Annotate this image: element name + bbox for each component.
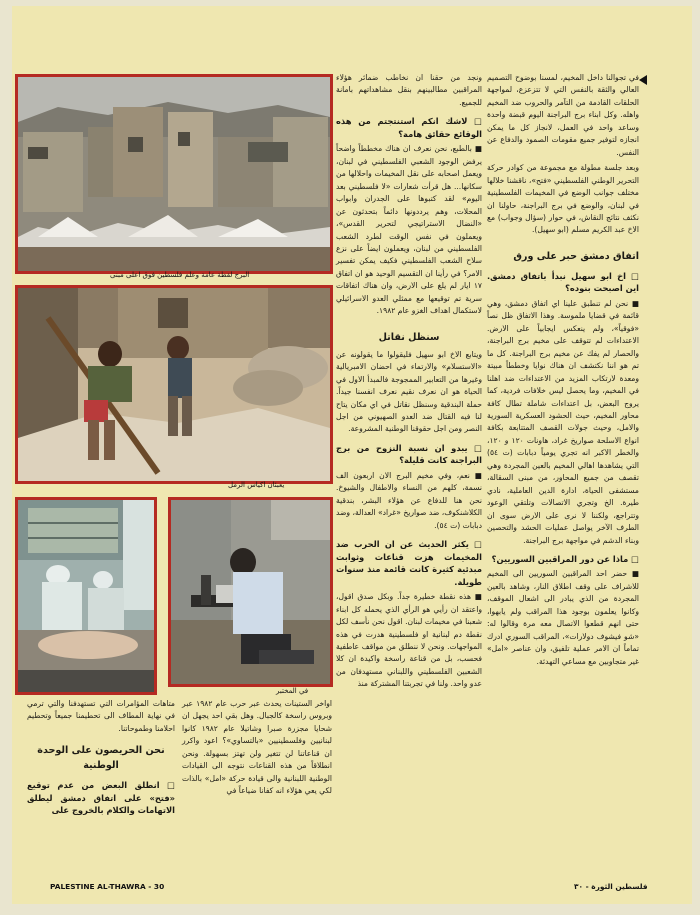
article-paragraph: ويتابع الاخ ابو سهيل فليقولوا ما يقولونه عن «الاستسلام» والارتماء في احضان الامبريالية وغيرها من التعابير الممجوجة فالمبدأ الاول في الحياة هو ان نعرف نقيم نعرف انفسنا جيداً. حملة البندقية وسنظل نقاتل في اي مكان يتاح لنا فيه القتال ضد العدو الصهيوني من اجل النصر ومن اجل حقوقنا الوطنية المشروعة.: [336, 349, 482, 434]
camp-panorama-photo: [15, 74, 333, 274]
article-column-3: [182, 698, 332, 876]
interview-question: □ يبدو ان نسبة النزوح من برج البراجنة كانت قليلة؟: [336, 442, 482, 466]
laboratory-photo: [168, 497, 333, 687]
article-column-2: [336, 72, 482, 877]
article-paragraph: ■ حضر احد المراقبين السوريين الى المخيم للاشراف على وقف اطلاق النار، وشاهد بالعين المجردة من الذي يبادر الى اشعال الموقف، وكانوا يعلمون بوجود هذا المراقب ولم يابهوا، حتى انهم قطعوا الاتصال معه مرة وقالوا له: «شو فيشوف دولارات»، المراقب السوري ادرك تماماً ان الامر عملية تلفيق، وان عناصر «امل» غير متجاوبين مع مساعي التهدئة.: [487, 569, 639, 666]
interview-question: □ انطلق البعض من عدم توقيع «فتح» على اتفاق دمشق ليطلق الاتهامات والكلام بالخروج على: [27, 780, 175, 816]
interview-question: □ لاشك انكم استنتجتم من هذه الوقائع حقائق هامة؟: [336, 116, 482, 139]
laboratory-image: [171, 500, 330, 684]
photo-caption: يعبئان اكياس الرمل: [228, 481, 285, 489]
article-column-1: [487, 72, 639, 872]
article-paragraph: ونجد من حقنا ان نخاطب ضمائر هؤلاء المراقبين مطالبينهم بنقل مشاهداتهم بامانة للجميع.: [336, 73, 482, 107]
article-paragraph: ■ نعم، وفي مخيم البرج الان اربعون الف نسمة، كلهم من النساء والاطفال والشيوخ. نحن هنا للدفاع عن هؤلاء البشر، بندقية الكلاشنكوف، ضد صواريخ «غراد» العدالة، وضد دبابات (ت ٥٤).: [336, 470, 482, 530]
article-paragraph: وبعد جلسة مطولة مع مجموعة من كوادر حركة التحرير الوطني الفلسطيني «فتح»، ناقشنا خلالها مختلف جوانب الوضع في المخيمات الفلسطينية في لبنان، والوضع في برج البراجنة، حاولنا ان نكثف نتائج النقاش، في حوار (سؤال وجواب) مع الاخ عبد الكريم مسلم (ابو سهيل).: [487, 163, 639, 235]
clinic-image: [18, 500, 154, 692]
article-column-4: [27, 698, 175, 876]
footer-page-label-english: PALESTINE AL-THAWRA - 30: [50, 882, 165, 891]
footer-page-label-arabic: فلسطين الثورة - ٣٠: [574, 882, 648, 891]
sandbags-photo: [15, 285, 333, 484]
article-paragraph: ■ هذه نقطة خطيرة جداً. وبكل صدق اقول، واعتقد ان رأيي هو الرأي الذي يحمله كل ابناء شعبنا في مخيمات لبنان. اقول نحن نأسف لكل نقطة دم لبنانية او فلسطينية هدرت في هذه المواجهات. ونحن لا ننطلق من مواقف عاطفية فحسب، بل من قناعة راسخة واكيدة ان كلا الشعبين الفلسطيني واللبناني مستهدفان من عدو واحد. ولنا في تجربتنا المشتركة منذ: [336, 592, 482, 689]
article-paragraph: في تجوالنا داخل المخيم، لمسنا بوضوح التصميم العالي والثقة بالنفس التي لا تتزعزع، لمواجهة الحلقات القادمة من التآمر والحروب ضد المخيم واهله. وكل ابناء برج البراجنة اليوم قبضة واحدة وساعد واحد في العمل، لانجاز كل ما يمكن انجازه لتوفير جميع مقومات الصمود والدفاع عن النفس.: [487, 73, 639, 157]
sandbags-image: [18, 288, 330, 481]
interview-question: □ ماذا عن دور المراقبين السوريين؟: [491, 553, 639, 564]
article-paragraph: متاهات المؤامرات التي تستهدفنا والتي ترمي في نهاية المطاف الى تحطيمنا جميعاً وتحطيم احلامنا وطموحاتنا.: [27, 699, 175, 733]
interview-question: □ يكثر الحديث عن ان الحرب ضد المخيمات هزت قناعات وثوابت مبدئية كثيرة كانت قائمة منذ سنوات طويلة.: [336, 539, 482, 587]
article-paragraph: اواخر الستينات يحدث عبر حرب عام ١٩٨٢ عبر وبروس راسخة كالجبال. وهل بقي احد يجهل ان شحايا مجزرة صبرا وشاتيلا عام ١٩٨٢ كانوا لبنانيين وفلسطينيين «بالتساوي»؟ اعود واكرر ان قناعاتنا لن تتغير ولن تهتز بسهولة. ونحن انطلاقاً من هذه القناعات نتوجه الى القيادات الوطنية اللبنانية والى قيادة حركة «امل» بالذات لكي يعي هؤلاء انه كفانا ضياعاً في: [182, 699, 332, 796]
camp-panorama-image: [18, 77, 330, 271]
article-paragraph: ■ بالطبع، نحن نعرف ان هناك مخططاً واضحاً يرفض الوجود الشعبي الفلسطيني في لبنان، ويعمل اصحابه على نقل المخيمات واحلالها من سكانها... هل قرأت شعارات «لا فلسطيني بعد اليوم» لقد كتبوها على الجدران وابواب المحلات، وهم يرددونها دائماً بتحدثون عن «النضال الاستراتيجي لتحرير القدس»، ويعملون في نفس الوقت لطرد الشعب الفلسطيني من لبنان، ويعملون ايضاً على نزع سلاح الشعب الفلسطيني فكيف يمكن تفسير الامر؟ في رأينا ان التقسيم الوحيد هو ان اتفاق ١٧ ايار لم يلغ على الارض، وان هناك اتفاقات سرية تم توقيعها مع ممثلي العدو الاسرائيلي لاستكمال اهداف الغزو عام ١٩٨٢.: [336, 144, 482, 316]
clinic-photo: [15, 497, 157, 695]
article-paragraph: ■ نحن لم تنطبق علينا اي اتفاق دمشق، وهي قائمة في قضايا ملموسة. وهذا الاتفاق ظل نصاً «فوقياً»، ولم ينعكس ايجابياً على الارض. الاعتداءات لم تتوقف على مخيم برج البراجنة، والحصار لم يفك عن مخيم برج البراجنة. كل ما تم هو اننا نكتشف ان هناك نوايا وخططاً مبيتة ومعدة لارتكاب المزيد من الاعتداءات ضد اهلنا في المخيم، وما يحصل ليس خلافات فردية، كما يروج البعض، بل اعتداءات شاملة تطال كافة محاور المخيم، حيث الحشود العسكرية السورية والامل، وحيث جولات القصف المتتابعة بكافة انواع الاسلحة صواريخ غراد، هاونات ١٢٠ و ١٢٠، والخطر الاكبر انه تجري يومياً دبابات (ت ٥٤) التي يشاهدها اهالي المخيم بالعين المجردة وهي تقصف من جميع المحاور، من مبنى السقالة، مستشفى الحياة، ادارة الدين العاملية، نادي طيرة. الخ وتجري الاتصالات وتلتقي الوعود وتتراجع، ولكننا لا نرى على الارض سوى ان الطرف الآخر يواصل عمليات الحشد والتحصين وبناء الدشم في مواجهة برج البراجنة.: [487, 298, 639, 545]
photo-caption: في المختبر: [276, 687, 309, 695]
section-heading: سنظل نقاتل: [378, 331, 440, 343]
interview-question: □ اخ ابو سهيل نبدأ باتفاق دمشق. اين اصبحت بنوده؟: [487, 270, 639, 294]
article-start-arrow-icon: [639, 75, 647, 85]
photo-caption: البرج لقطة عامة وعلم فلسطين فوق اعلى مبنى: [110, 271, 250, 279]
section-heading: نحن الحريصون على الوحدة الوطنية: [37, 745, 165, 772]
section-heading: اتفاق دمشق حبر على ورق: [513, 250, 639, 262]
